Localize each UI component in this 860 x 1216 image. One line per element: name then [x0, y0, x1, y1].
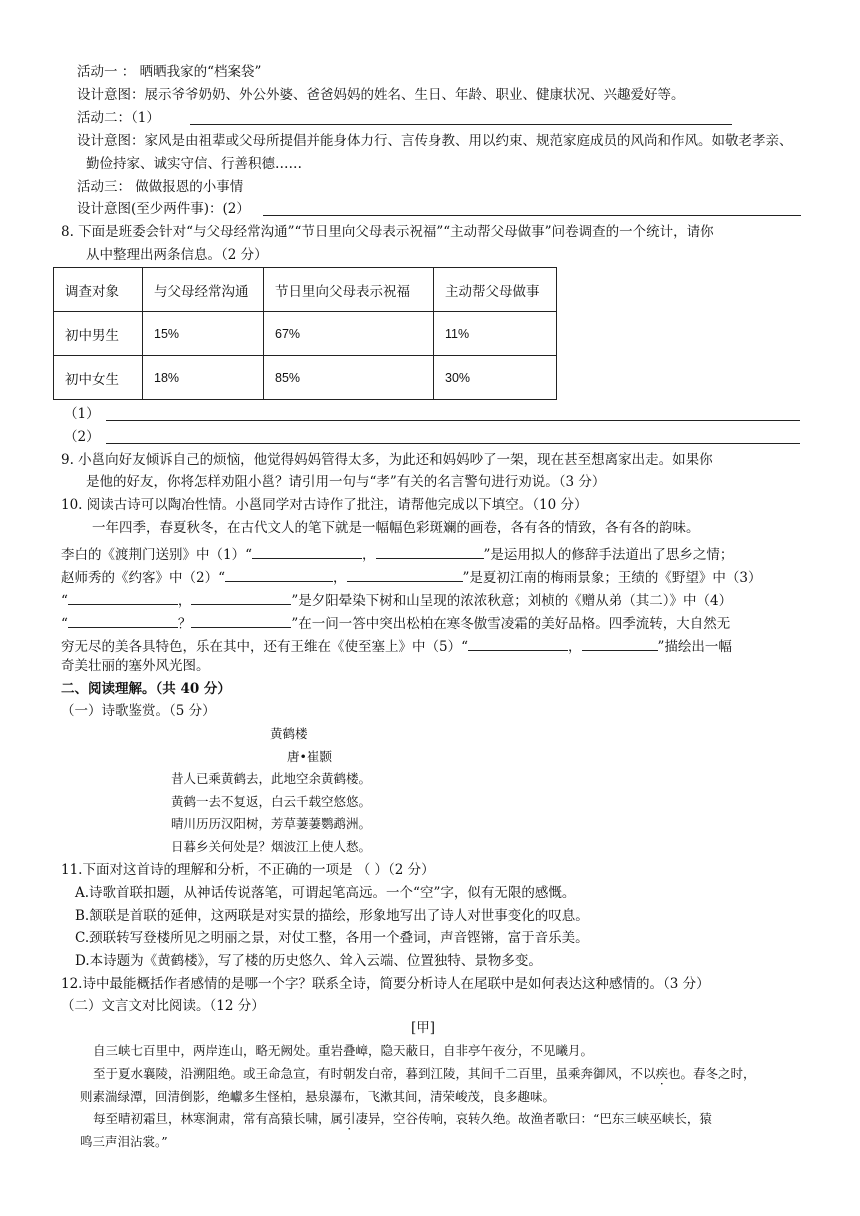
q11-stem: 11.下面对这首诗的理解和分析，不正确的一项是 （ ）（2 分）	[61, 862, 435, 878]
q8-answer-2-line[interactable]	[106, 443, 800, 444]
q11-option-a[interactable]: A.诗歌首联扣题，从神话传说落笔，可谓起笔高远。一个“空”字，似有无限的感慨。	[75, 885, 576, 901]
blank-input[interactable]	[252, 545, 362, 559]
activity-2-title: 活动二：（1）	[77, 110, 160, 126]
survey-table	[53, 267, 557, 400]
q10-blank-2-line: 赵师秀的《约客》中（2）“ ， ”是夏初江南的梅雨景象；王绩的《野望》中（3）	[61, 570, 762, 586]
q11-option-d[interactable]: D.本诗题为《黄鹤楼》，写了楼的历史悠久、耸入云端、位置独特、景物多变。	[75, 953, 542, 969]
q10-blank-4-line: “ ？ ”在一问一答中突出松柏在寒冬傲雪凌霜的美好品格。四季流转，大自然无	[61, 616, 731, 632]
blank-input[interactable]	[347, 568, 463, 582]
table-cell: 85%	[264, 356, 434, 400]
q11-option-b[interactable]: B.颔联是首联的延伸，这两联是对实景的描绘，形象地写出了诗人对世事变化的叹息。	[75, 908, 589, 924]
passage-paragraph-3-cont: 鸣三声泪沾裳。”	[80, 1134, 168, 1149]
q8-stem-line1: 8. 下面是班委会针对“与父母经常沟通”“节日里向父母表示祝福”“主动帮父母做事”问卷调查的一个统计，请你	[61, 224, 714, 240]
blank-input[interactable]	[191, 591, 291, 605]
table-row	[54, 356, 557, 400]
passage-jia-label: [甲]	[411, 1020, 436, 1036]
poetry-subsection-heading: （一）诗歌鉴赏。（5 分）	[61, 703, 216, 719]
q10-stem: 10. 阅读古诗可以陶冶性情。小邕同学对古诗作了批注，请帮他完成以下填空。（10 分）	[61, 497, 588, 513]
activity-2-intent-line1: 设计意图：家风是由祖辈或父母所提倡并能身体力行、言传身教、用以约束、规范家庭成员的风尚和作风。如敬老孝亲、	[77, 133, 793, 149]
poem-line: 日暮乡关何处是？烟波江上使人愁。	[171, 839, 372, 854]
q10-blank-1-line: 李白的《渡荆门送别》中（1）“ ， ”是运用拟人的修辞手法道出了思乡之情；	[61, 547, 734, 563]
table-header-cell: 与父母经常沟通	[143, 268, 264, 312]
activity-1-intent: 设计意图：展示爷爷奶奶、外公外婆、爸爸妈妈的姓名、生日、年龄、职业、健康状况、兴趣爱好等。	[77, 87, 685, 103]
table-cell: 30%	[434, 356, 557, 400]
blank-input[interactable]	[225, 568, 333, 582]
q8-answer-1-label: （1）	[64, 406, 100, 422]
classical-subsection-heading: （二）文言文对比阅读。（12 分）	[61, 998, 265, 1014]
q9-stem-line1: 9. 小邕向好友倾诉自己的烦恼，他觉得妈妈管得太多，为此还和妈妈吵了一架，现在甚至想离家出走。如果你	[61, 452, 713, 468]
q8-answer-1-line[interactable]	[106, 420, 800, 421]
q10-blank-3-line: “ ， ”是夕阳晕染下树和山呈现的浓浓秋意；刘桢的《赠从弟（其二）》中（4）	[61, 593, 733, 609]
activity-3-answer-line[interactable]	[263, 215, 801, 216]
q11-option-c[interactable]: C.颈联转写登楼所见之明丽之景，对仗工整，各用一个叠词，声音铿锵，富于音乐美。	[75, 930, 589, 946]
poem-line: 晴川历历汉阳树，芳草萋萋鹦鹉洲。	[171, 816, 372, 831]
blank-input[interactable]	[191, 614, 291, 628]
blank-input[interactable]	[468, 637, 568, 651]
q8-stem-line2: 从中整理出两条信息。（2 分）	[86, 247, 268, 263]
table-header-row	[54, 268, 557, 312]
q10-intro: 一年四季，春夏秋冬，在古代文人的笔下就是一幅幅色彩斑斓的画卷，各有各的情致，各有各的韵味。	[92, 520, 700, 536]
table-row	[54, 312, 557, 356]
q12-stem: 12.诗中最能概括作者感情的是哪一个字？联系全诗，简要分析诗人在尾联中是如何表达这种感情的。（3 分）	[61, 976, 710, 992]
q9-stem-line2: 是他的好友，你将怎样劝阻小邕？请引用一句与“孝”有关的名言警句进行劝说。（3 分）	[86, 474, 606, 490]
blank-input[interactable]	[68, 614, 178, 628]
emphasis-char: 疾	[655, 1066, 669, 1081]
table-header-cell: 主动帮父母做事	[434, 268, 557, 312]
q10-blank-5-line: 穷无尽的美各具特色，乐在其中，还有王维在《使至塞上》中（5）“ ， ”描绘出一幅	[61, 639, 732, 655]
activity-1-title: 活动一 ： 晒晒我家的“档案袋”	[77, 64, 262, 80]
section-2-heading: 二、阅读理解。（共 40 分）	[61, 681, 231, 697]
blank-input[interactable]	[582, 637, 658, 651]
activity-3-title: 活动三： 做做报恩的小事情	[77, 179, 244, 195]
emphasis-char: 引	[343, 1111, 356, 1126]
activity-2-answer-line[interactable]	[190, 124, 732, 125]
passage-paragraph-2: 至于夏水襄陵，沿溯阻绝。或王命急宣，有时朝发白帝，暮到江陵，其间千二百里，虽乘奔御风，不以疾也。春冬之时，	[93, 1066, 756, 1081]
table-cell: 15%	[143, 312, 264, 356]
table-cell: 11%	[434, 312, 557, 356]
activity-2-intent-line2: 勤俭持家、诚实守信、行善积德……	[86, 156, 302, 172]
poem-line: 昔人已乘黄鹤去，此地空余黄鹤楼。	[171, 771, 372, 786]
blank-input[interactable]	[376, 545, 484, 559]
poem-line: 黄鹤一去不复返，白云千载空悠悠。	[171, 794, 372, 809]
activity-3-intent: 设计意图(至少两件事)：(2）	[77, 201, 250, 217]
table-cell: 初中男生	[54, 312, 143, 356]
poem-author: 唐•崔颢	[287, 749, 332, 764]
table-header-cell: 调查对象	[54, 268, 143, 312]
q8-answer-2-label: （2）	[64, 429, 100, 445]
table-cell: 18%	[143, 356, 264, 400]
table-cell: 初中女生	[54, 356, 143, 400]
passage-paragraph-2-cont: 则素湍绿潭，回清倒影，绝巘多生怪柏，悬泉瀑布，飞漱其间，清荣峻茂，良多趣味。	[80, 1089, 556, 1104]
passage-paragraph-1: 自三峡七百里中，两岸连山，略无阙处。重岩叠嶂，隐天蔽日，自非亭午夜分，不见曦月。	[93, 1043, 594, 1058]
table-cell: 67%	[264, 312, 434, 356]
poem-title: 黄鹤楼	[270, 726, 308, 741]
table-header-cell: 节日里向父母表示祝福	[264, 268, 434, 312]
passage-paragraph-3: 每至晴初霜旦，林寒涧肃，常有高猿长啸，属引凄异，空谷传响，哀转久绝。故渔者歌曰：“巴东三峡巫峡长，猿	[93, 1111, 712, 1126]
blank-input[interactable]	[68, 591, 178, 605]
q10-closing: 奇美壮丽的塞外风光图。	[61, 658, 210, 674]
